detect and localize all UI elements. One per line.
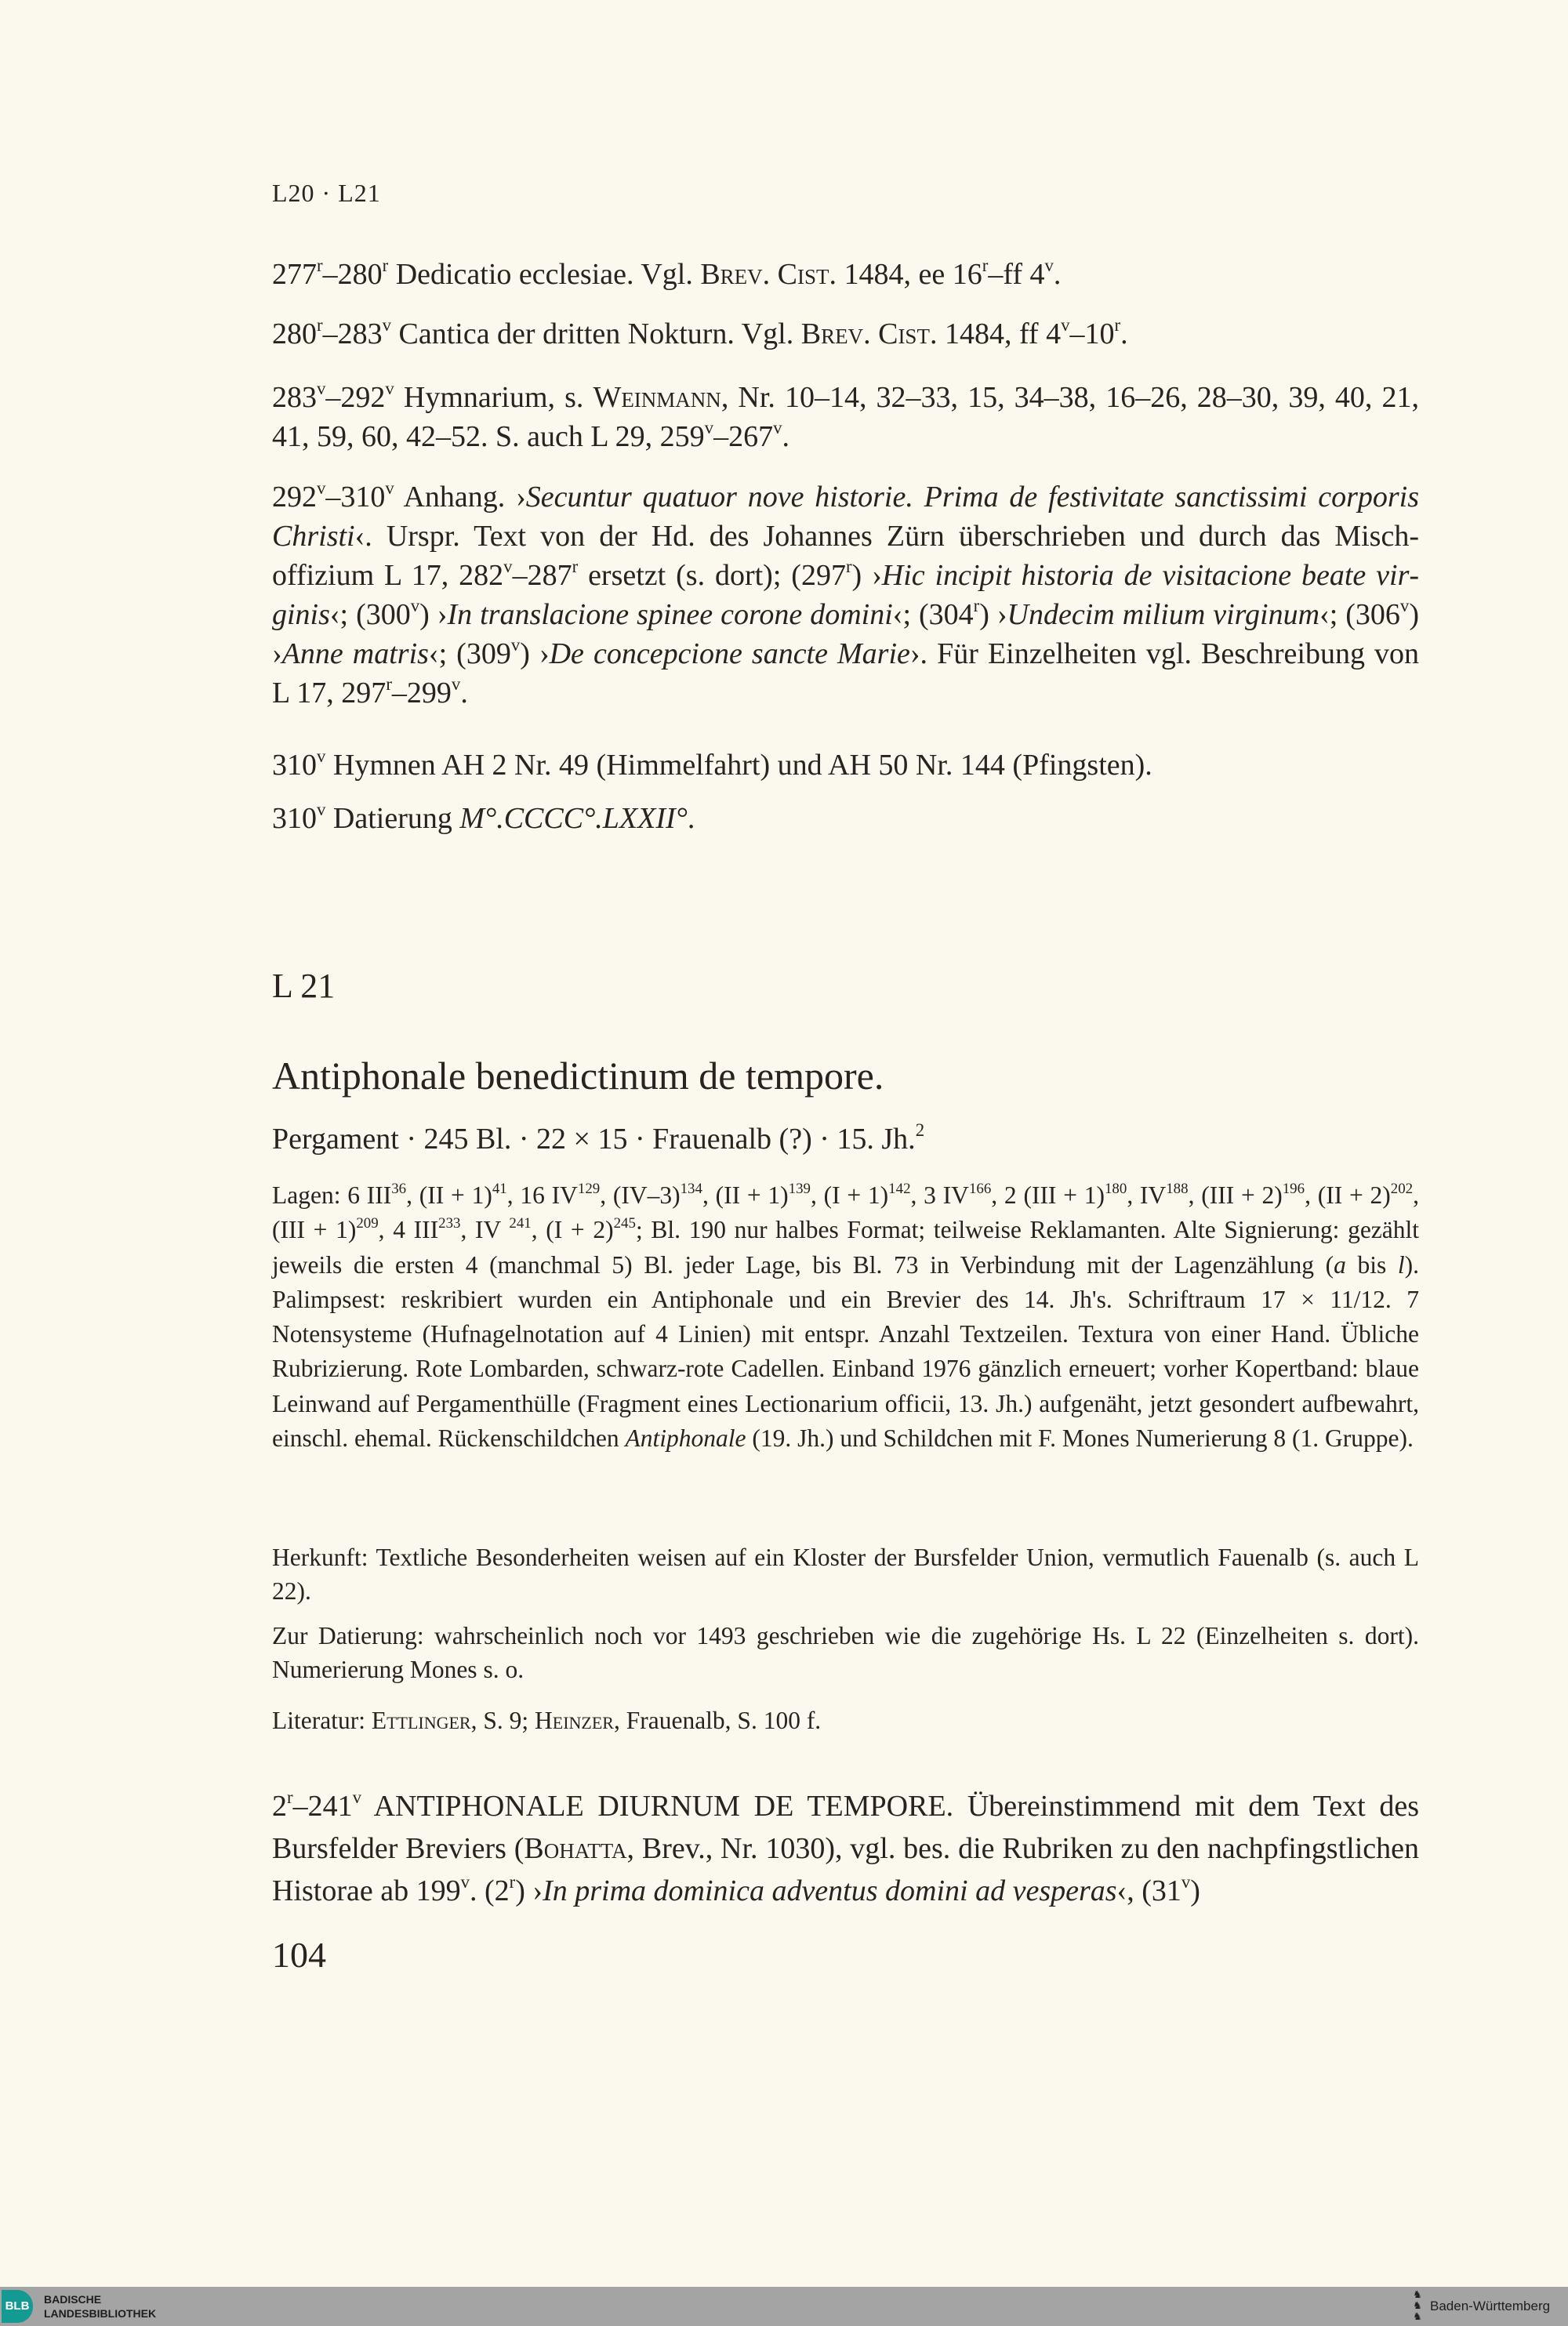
library-name[interactable] [44, 2292, 156, 2321]
text-run: , (IV–3) [600, 1181, 681, 1209]
text-run: Datierung [325, 802, 460, 835]
superscript: 241 [509, 1215, 532, 1232]
superscript: v [382, 315, 391, 336]
text-run: 310 [272, 802, 317, 835]
text-run: ) › [515, 1874, 543, 1907]
entry [272, 255, 1419, 294]
text-run: Zur Datierung: wahrscheinlich noch vor 1493 geschrieben wie die zugehörige Hs. L 22 (Einzelheiten s. dort). Numerierung Mones s. o. [272, 1622, 1419, 1683]
superscript: r [973, 596, 980, 616]
text-run: . [687, 802, 695, 835]
text-run: . [782, 420, 789, 453]
superscript: v [317, 478, 326, 499]
text-run: 1484, ff 4 [937, 318, 1062, 350]
italic-run: a [1334, 1250, 1346, 1279]
library-name-line2: LANDESBIBLIOTHEK [44, 2307, 157, 2320]
small-caps-run: Brev. Cist. [800, 318, 938, 350]
entry [272, 314, 1419, 354]
entry [272, 378, 1419, 456]
text-run: Lagen: 6 III [272, 1181, 392, 1209]
superscript: 2 [915, 1120, 925, 1141]
footer-bar [0, 2287, 1568, 2326]
physical-description [272, 1119, 1419, 1159]
small-caps-run: Bohatta [524, 1832, 627, 1865]
superscript: v [1181, 1872, 1191, 1892]
italic-run: In translacione spinee corone domini [447, 598, 893, 631]
superscript: r [317, 315, 323, 336]
lions-icon: ♞ ♞ ♞ [1413, 2288, 1422, 2322]
superscript: 166 [968, 1180, 992, 1197]
superscript: v [1044, 256, 1054, 276]
entry [272, 746, 1419, 785]
text-run: . [460, 677, 468, 709]
text-run: , Frauenalb, S. 100 f. [613, 1707, 822, 1734]
text-run: , 3 IV [910, 1181, 969, 1209]
manuscript-title: Antiphonale benedictinum de tempore. [272, 1054, 884, 1098]
text-run: Hymnarium, s. [394, 381, 593, 414]
superscript: 245 [613, 1215, 636, 1232]
text-run: 292 [272, 481, 317, 513]
text-run: ) › [419, 598, 448, 631]
superscript: v [773, 418, 782, 438]
superscript: 188 [1166, 1180, 1189, 1197]
text-run: 1484, ee 16 [837, 258, 982, 291]
text-run: ersetzt (s. dort); (297 [578, 559, 846, 592]
small-caps-run: Brev. Cist. [700, 258, 837, 291]
superscript: v [317, 746, 326, 767]
text-run: , 4 III [378, 1216, 439, 1244]
text-run: , Brev., Nr. 1030), vgl. bes. die Rubriken zu den nachpfingstlichen Historae ab 199 [272, 1832, 1419, 1907]
superscript: r [382, 256, 389, 276]
running-head: L20 · L21 [272, 179, 381, 207]
text-run: –280 [322, 258, 383, 291]
dating-paragraph [272, 1619, 1419, 1686]
superscript: v [1399, 596, 1410, 616]
text-run: –241 [292, 1790, 353, 1823]
superscript: v [410, 596, 420, 616]
text-run: ). Palimpsest: reskribiert wurden ein Antiphonale und ein Brevier des 14. Jh's. Schriftraum 17 × 11/12. 7 Notensysteme (Hufnagelnotation auf 4 Linien) mit entspr. Anzahl Textzeilen. Textura von einer Hand. Übliche Rubrizierung. Rote Lombarden, schwarz-rote Cadellen. Einband 1976 gänzlich erneuert; vorher Kopertband: blaue Leinwand auf Pergamenthülle (Fragment eines Lectionarium officii, 13. Jh.) aufgenäht, jetzt gesondert aufbewahrt, einschl. ehemal. Rückenschildchen [272, 1250, 1419, 1453]
text-run: –292 [325, 381, 386, 414]
text-run: –267 [713, 420, 774, 453]
text-run: ‹; (309 [428, 637, 511, 670]
text-run: (19. Jh.) und Schildchen mit F. Mones Numerierung 8 (1. Gruppe). [746, 1424, 1414, 1453]
superscript: 36 [391, 1180, 407, 1197]
text-run: 277 [272, 258, 317, 291]
shelfmark-heading: L 21 [272, 967, 336, 1005]
italic-run: In prima dominica adventus domini ad vesperas [543, 1874, 1117, 1907]
text-run: ‹, (31 [1116, 1874, 1181, 1907]
entry [272, 799, 1419, 838]
italic-run: Antiphonale [625, 1424, 746, 1453]
text-run: , 16 IV [506, 1181, 578, 1209]
superscript: v [451, 674, 461, 695]
text-run: , (II + 1) [406, 1181, 492, 1209]
italic-run: l [1397, 1250, 1405, 1279]
text-run: 280 [272, 318, 317, 350]
superscript: 196 [1282, 1180, 1305, 1197]
text-run: , (I + 2) [531, 1216, 614, 1244]
text-run: ‹; (304 [892, 598, 974, 631]
superscript: v [503, 557, 513, 577]
text-run: –10 [1069, 318, 1115, 350]
italic-run: De concepcione sancte Marie [549, 637, 910, 670]
text-run: –310 [325, 481, 386, 513]
text-run: , IV [1127, 1181, 1167, 1209]
superscript: 134 [680, 1180, 702, 1197]
text-run: Pergament · 245 Bl. · 22 × 15 · Frauenalb (?) · 15. Jh. [272, 1123, 916, 1156]
text-run: , S. 9; [470, 1707, 535, 1734]
text-run: –287 [512, 559, 572, 592]
small-caps-run: Heinzer [535, 1707, 614, 1734]
superscript: v [385, 478, 394, 499]
text-run: ; Bl. 190 nur halbes Format; teilweise Reklamanten. Alte Signierung: gezählt jeweils die ersten 4 (manchmal 5) Bl. jeder Lage, bis Bl. 73 in Verbindung mit der Lagenzählung ( [272, 1216, 1420, 1279]
entry [272, 477, 1419, 713]
text-run: , (I + 1) [810, 1181, 889, 1209]
superscript: r [982, 256, 989, 276]
text-run: 2 [272, 1790, 287, 1823]
text-run: ANTIPHONALE DIURNUM DE TEMPORE. Übereinstimmend mit dem Text des Bursfelder Breviers ( [272, 1790, 1419, 1865]
text-run: ) › [979, 598, 1007, 631]
text-run: , Nr. 10–14, 32–33, 15, 34–38, 16–26, 28–30, 39, 40, 21, 41, 59, 60, 42–52. S. auch L 29, 259 [272, 381, 1419, 453]
superscript: v [317, 800, 326, 820]
italic-run: Anne matris [281, 637, 429, 670]
text-run: ‹. Urspr. Text von der Hd. des Johannes Zürn überschrieben und durch das Mischoffizium L 17, 282 [272, 520, 1419, 592]
superscript: 209 [356, 1215, 379, 1232]
superscript: v [352, 1787, 361, 1808]
codicology-paragraph [272, 1178, 1419, 1456]
italic-run: M°.CCCC°.LXXII° [459, 802, 688, 835]
text-run: Literatur: [272, 1707, 372, 1734]
text-run: –299 [391, 677, 452, 709]
superscript: v [460, 1872, 470, 1892]
text-run: , 2 (III + 1) [991, 1181, 1105, 1209]
text-run: , (III + 1) [272, 1181, 1419, 1244]
state-label[interactable]: Baden-Württemberg [1430, 2299, 1551, 2313]
superscript: v [510, 635, 521, 655]
text-run: Herkunft: Textliche Besonderheiten weisen auf ein Kloster der Bursfelder Union, vermutlich Fauenalb (s. auch L 22). [272, 1544, 1419, 1605]
superscript: 202 [1390, 1180, 1414, 1197]
superscript: r [845, 557, 852, 577]
text-run: Dedicatio ecclesiae. Vgl. [388, 258, 701, 291]
superscript: v [704, 418, 714, 438]
text-run: ‹; (306 [1319, 598, 1400, 631]
superscript: 41 [492, 1180, 507, 1197]
superscript: 233 [438, 1215, 461, 1232]
small-caps-run: Ettlinger [371, 1707, 471, 1734]
library-name-line1: BADISCHE [44, 2293, 102, 2306]
text-run: –283 [322, 318, 383, 350]
content-entry [272, 1785, 1419, 1912]
superscript: r [509, 1872, 516, 1892]
superscript: v [317, 379, 326, 399]
text-run: . [1053, 258, 1062, 291]
provenance-paragraph [272, 1540, 1419, 1608]
text-run: ‹; (300 [329, 598, 411, 631]
text-run: 283 [272, 381, 317, 414]
literature-paragraph [272, 1704, 1419, 1738]
italic-run: Undecim milium virginum [1007, 598, 1320, 631]
blb-logo-icon[interactable]: BLB [2, 2290, 33, 2323]
text-run: Hymnen AH 2 Nr. 49 (Himmelfahrt) und AH 50 Nr. 144 (Pfingsten). [325, 749, 1152, 782]
text-run: ›. Für Einzelheiten vgl. Beschreibung von L 17, 297 [272, 637, 1419, 709]
superscript: r [386, 674, 392, 695]
text-run: Cantica der dritten Nokturn. Vgl. [391, 318, 801, 350]
italic-run: Hic incipit historia de visitacione beate virginis [272, 559, 1420, 631]
superscript: r [317, 256, 323, 276]
superscript: v [1061, 315, 1070, 336]
small-caps-run: Weinmann [593, 381, 721, 414]
text-run: ) › [272, 598, 1419, 670]
superscript: r [287, 1787, 293, 1808]
text-run: bis [1345, 1250, 1398, 1279]
text-run: ) › [851, 559, 882, 592]
text-run: . [1120, 318, 1128, 350]
italic-run: Secuntur quatuor nove historie. Prima de festivitate sanctissimi corporis Christi [272, 481, 1419, 553]
page-number: 104 [272, 1935, 326, 1975]
superscript: r [1114, 315, 1121, 336]
text-run: ) › [520, 637, 550, 670]
text-run: , IV [460, 1216, 510, 1244]
superscript: r [572, 557, 579, 577]
superscript: 139 [788, 1180, 811, 1197]
superscript: v [385, 379, 394, 399]
text-run: , (II + 1) [702, 1181, 789, 1209]
text-run: 310 [272, 749, 317, 782]
superscript: 142 [888, 1180, 911, 1197]
text-run: ) [1190, 1874, 1200, 1907]
superscript: 180 [1104, 1180, 1127, 1197]
text-run: –ff 4 [988, 258, 1045, 291]
text-run: , (III + 2) [1188, 1181, 1283, 1209]
text-run: , (II + 2) [1305, 1181, 1391, 1209]
text-run: . (2 [470, 1874, 510, 1907]
superscript: 129 [577, 1180, 601, 1197]
text-run: Anhang. › [394, 481, 526, 513]
